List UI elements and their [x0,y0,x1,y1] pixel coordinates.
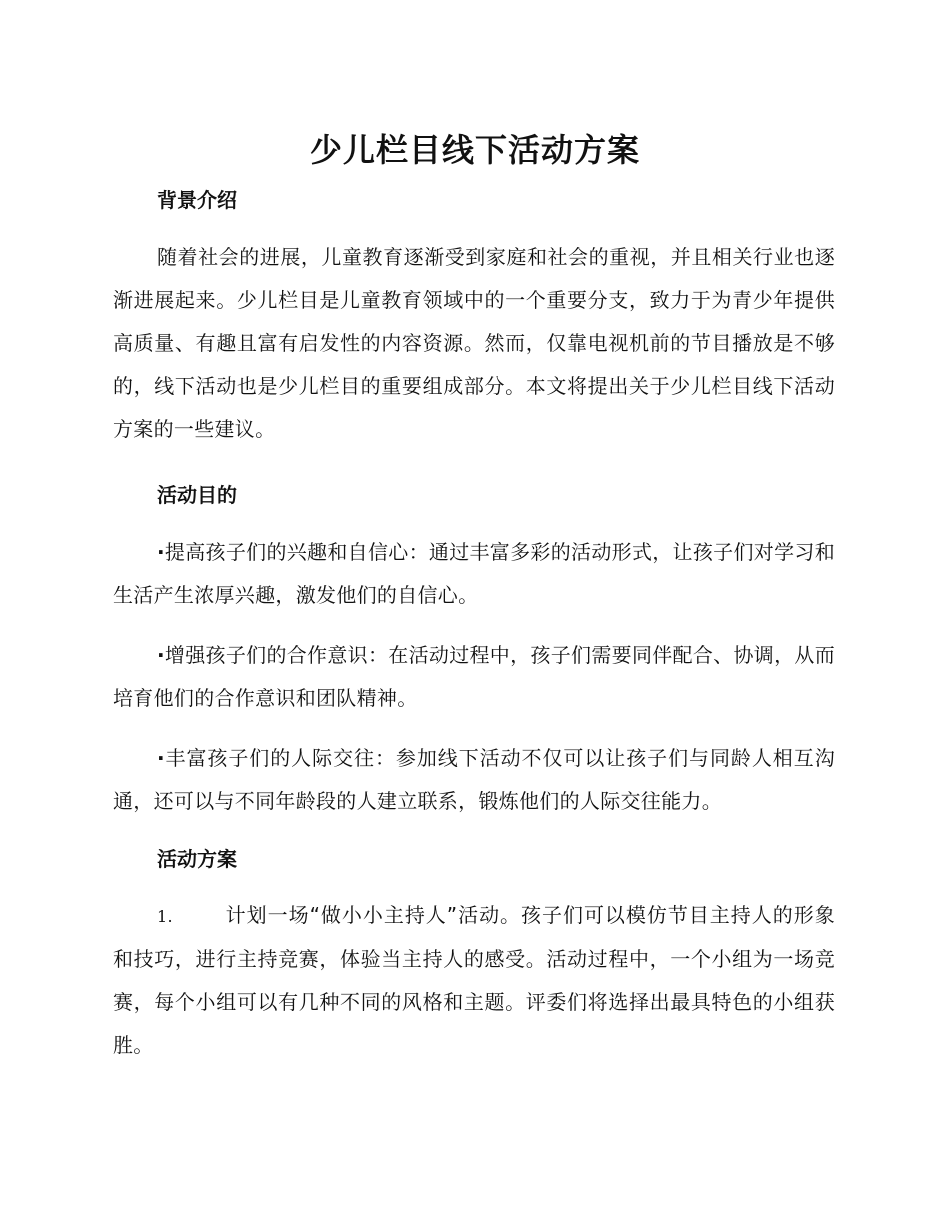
goal-item [113,737,835,823]
bullet-icon: · [157,540,165,564]
section-heading-goals: 活动目的 [157,483,237,507]
section-heading-background: 背景介绍 [157,188,237,212]
goal-item [113,634,835,720]
plan-item [113,894,835,1067]
goal-item [113,531,835,617]
bullet-icon: · [157,746,165,770]
goal-item-text: 增强孩子们的合作意识：在活动过程中，孩子们需要同伴配合、协调，从而培育他们的合作意识和团队精神。 [113,643,835,710]
document-title: 少儿栏目线下活动方案 [309,131,640,169]
plan-item-number: 1. [157,907,173,926]
bullet-icon: · [157,643,165,667]
plan-item-text: 计划一场“做小小主持人”活动。孩子们可以模仿节目主持人的形象和技巧，进行主持竞赛，体验当主持人的感受。活动过程中，一个小组为一场竞赛，每个小组可以有几种不同的风格和主题。评委们将选择出最具特色的小组获胜。 [113,903,835,1057]
background-paragraph: 随着社会的进展，儿童教育逐渐受到家庭和社会的重视，并且相关行业也逐渐进展起来。少儿栏目是儿童教育领域中的一个重要分支，致力于为青少年提供高质量、有趣且富有启发性的内容资源。然而，仅靠电视机前的节目播放是不够的，线下活动也是少儿栏目的重要组成部分。本文将提出关于少儿栏目线下活动方案的一些建议。 [113,245,835,441]
section-heading-plan: 活动方案 [157,847,237,871]
goal-item-text: 提高孩子们的兴趣和自信心：通过丰富多彩的活动形式，让孩子们对学习和生活产生浓厚兴趣，激发他们的自信心。 [113,540,835,607]
goal-item-text: 丰富孩子们的人际交往：参加线下活动不仅可以让孩子们与同龄人相互沟通，还可以与不同年龄段的人建立联系，锻炼他们的人际交往能力。 [113,746,835,813]
